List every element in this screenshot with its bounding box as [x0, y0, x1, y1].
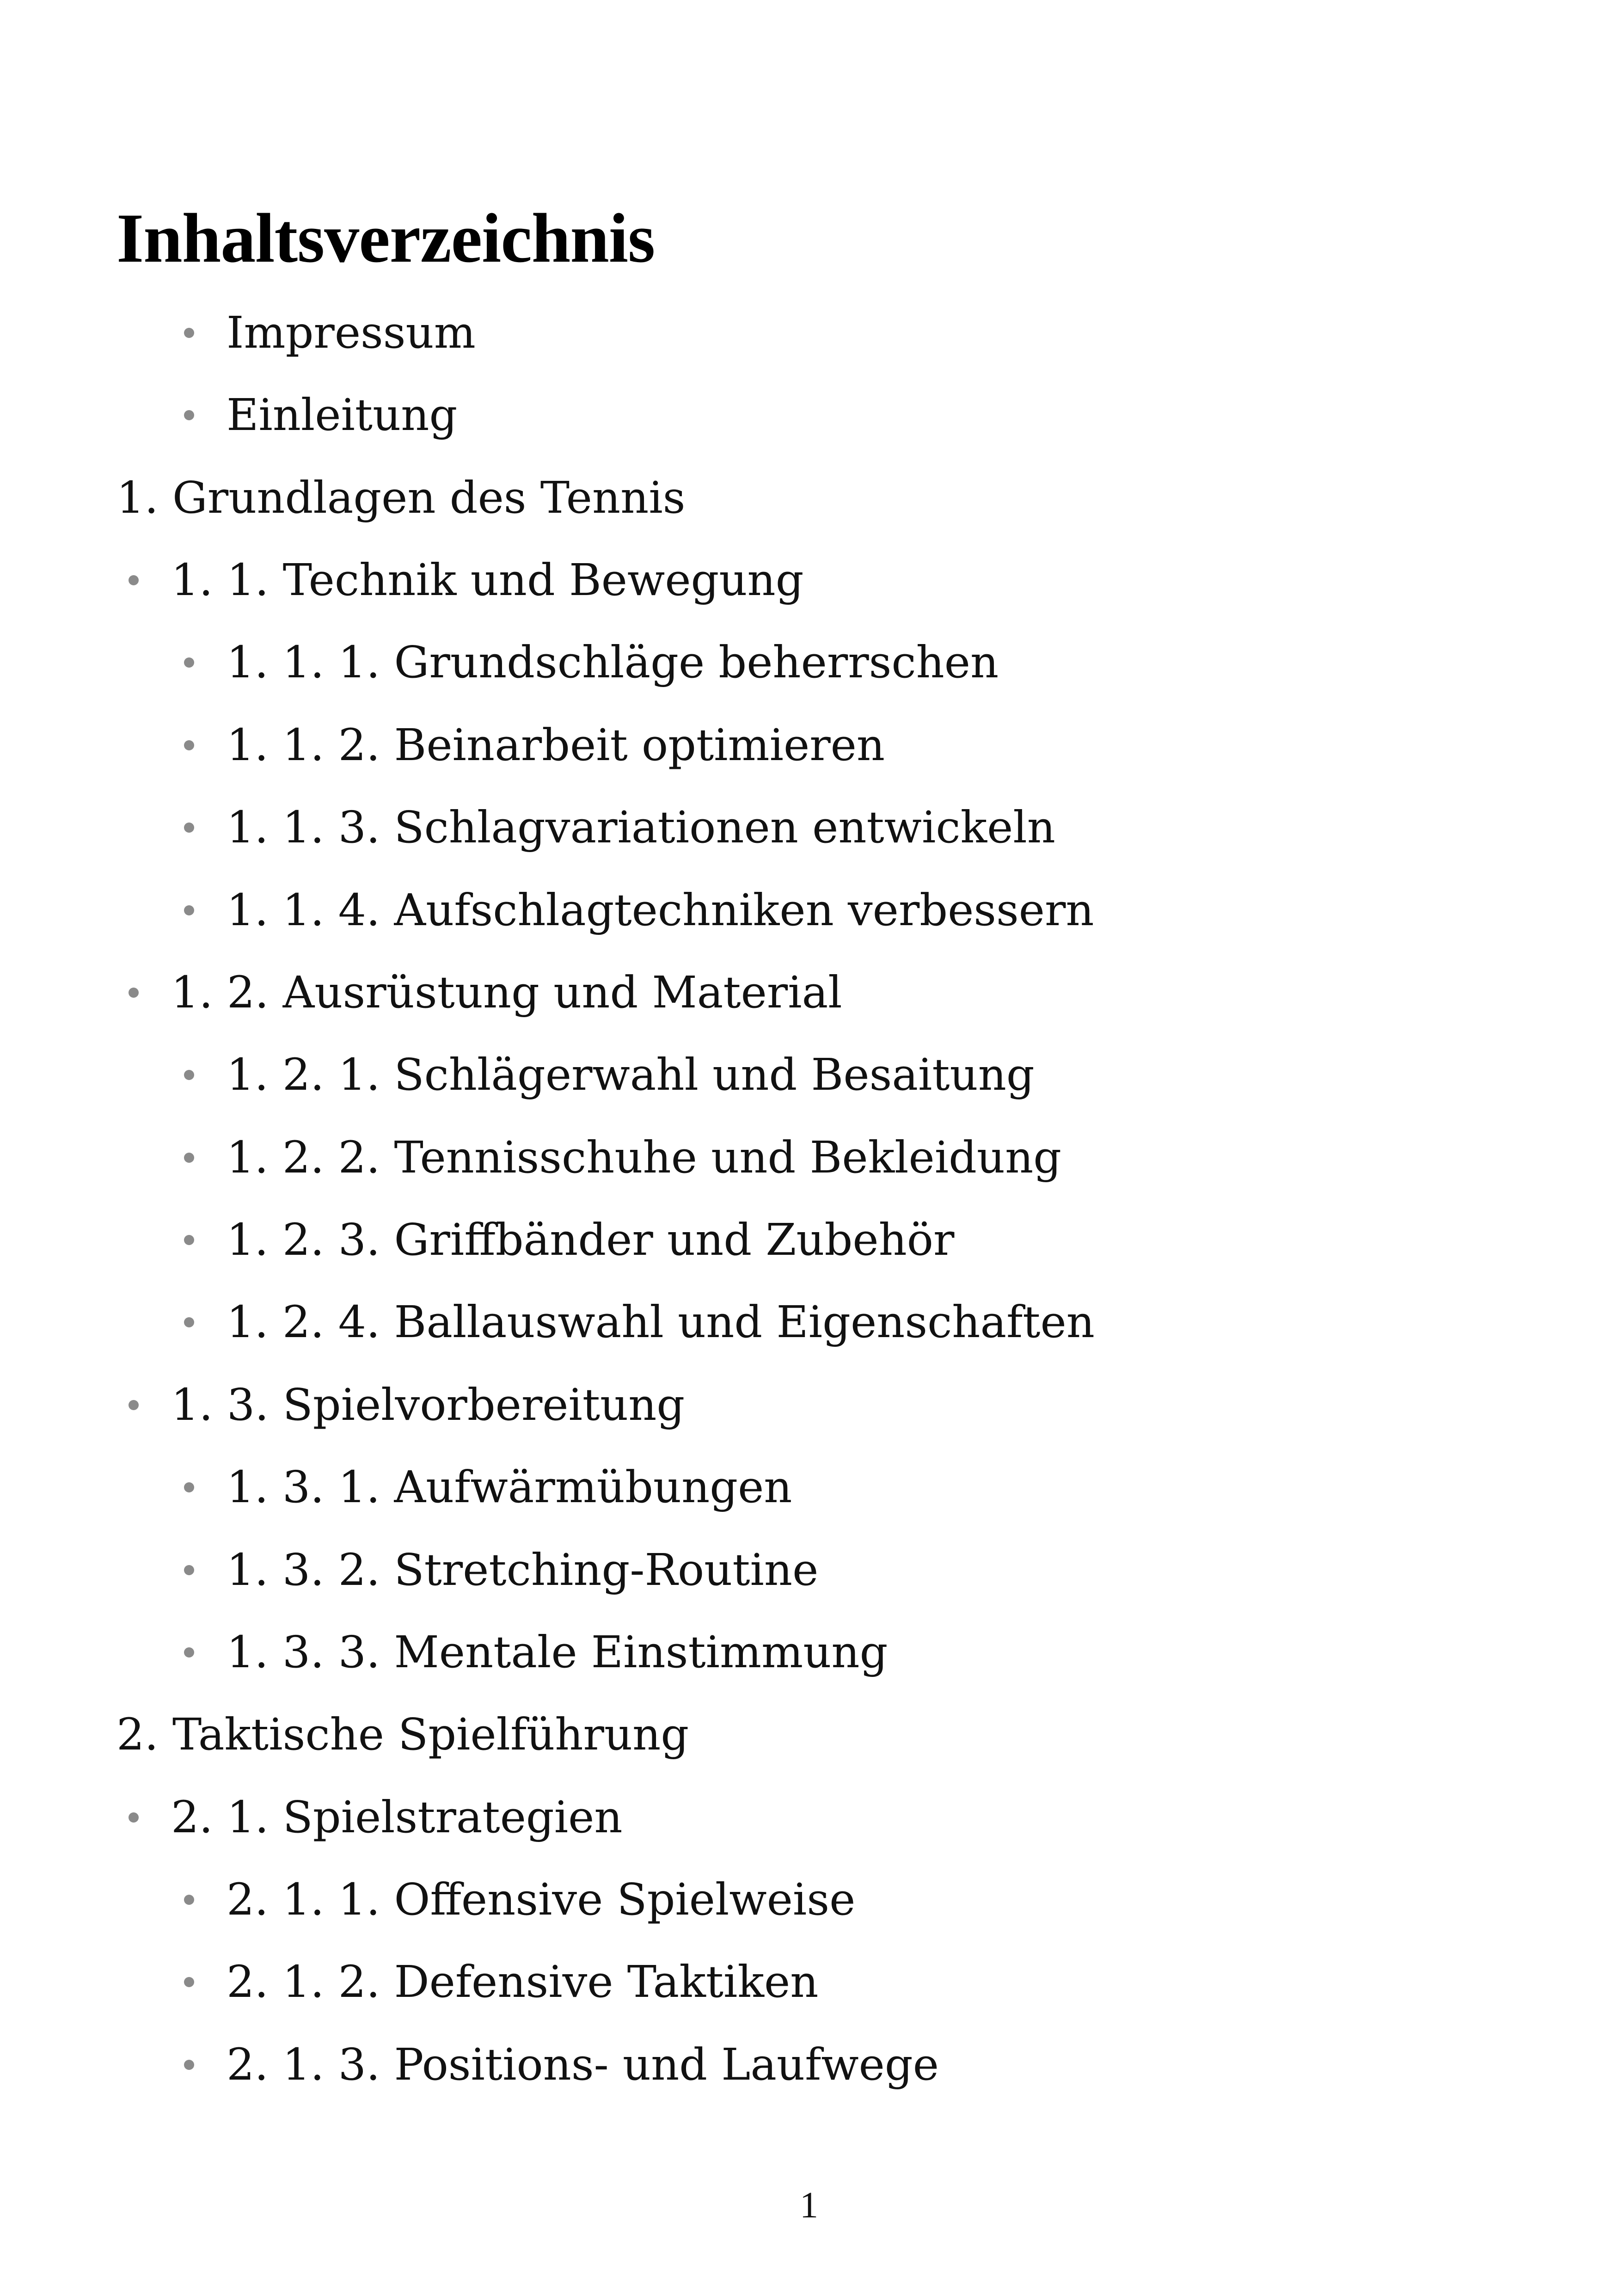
bullet-icon	[184, 1070, 194, 1080]
toc-entry[interactable]	[116, 470, 685, 526]
page-title: Inhaltsverzeichnis	[116, 199, 655, 277]
toc-entry-label: Impressum	[227, 307, 476, 358]
bullet-icon	[184, 1565, 194, 1575]
toc-entry[interactable]	[171, 553, 804, 608]
bullet-icon	[184, 1235, 194, 1245]
bullet-icon	[184, 657, 194, 668]
toc-entry-label: 1. 3. 3. Mentale Einstimmung	[227, 1627, 888, 1678]
toc-entry[interactable]	[227, 305, 476, 361]
toc-entry-label: 2. 1. Spielstrategien	[171, 1792, 623, 1843]
toc-entry[interactable]	[227, 1130, 1061, 1185]
toc-entry-label: 2. 1. 2. Defensive Taktiken	[227, 1957, 819, 2007]
toc-entry[interactable]	[227, 1954, 818, 2010]
bullet-icon	[184, 328, 194, 338]
toc-entry-label: 1. 1. 1. Grundschläge beherrschen	[227, 637, 999, 688]
toc-entry-label: 1. 3. Spielvorbereitung	[171, 1380, 685, 1430]
toc-entry-label: 1. 2. Ausrüstung und Material	[171, 967, 842, 1018]
toc-entry[interactable]	[227, 387, 457, 443]
toc-entry-label: 1. Grundlagen des Tennis	[116, 473, 686, 523]
toc-entry[interactable]	[227, 883, 1094, 938]
toc-entry-label: 1. 1. Technik und Bewegung	[171, 555, 804, 606]
bullet-icon	[184, 410, 194, 420]
bullet-icon	[184, 2060, 194, 2070]
toc-entry-label: 1. 1. 3. Schlagvariationen entwickeln	[227, 802, 1055, 853]
toc-entry[interactable]	[227, 1542, 818, 1598]
bullet-icon	[184, 1895, 194, 1905]
bullet-icon	[184, 1647, 194, 1658]
toc-entry[interactable]	[171, 965, 842, 1020]
toc-entry-label: 1. 3. 2. Stretching-Routine	[227, 1545, 819, 1596]
toc-entry-label: 1. 2. 3. Griffbänder und Zubehör	[227, 1215, 955, 1265]
toc-entry[interactable]	[227, 1625, 888, 1680]
toc-entry[interactable]	[171, 1377, 685, 1433]
bullet-icon	[184, 1153, 194, 1163]
bullet-icon	[184, 1317, 194, 1327]
bullet-icon	[184, 740, 194, 750]
toc-entry[interactable]	[227, 1047, 1035, 1103]
toc-entry-label: 1. 2. 1. Schlägerwahl und Besaitung	[227, 1050, 1035, 1100]
toc-entry-label: 1. 2. 2. Tennisschuhe und Bekleidung	[227, 1132, 1062, 1183]
toc-entry[interactable]	[116, 1707, 689, 1762]
toc-entry-label: Einleitung	[227, 390, 458, 441]
toc-entry-label: 2. Taktische Spielführung	[116, 1709, 689, 1760]
bullet-icon	[184, 1482, 194, 1492]
toc-entry-label: 1. 3. 1. Aufwärmübungen	[227, 1462, 792, 1513]
toc-entry-label: 2. 1. 1. Offensive Spielweise	[227, 1874, 856, 1925]
toc-entry-label: 1. 1. 4. Aufschlagtechniken verbessern	[227, 885, 1094, 936]
bullet-icon	[184, 1977, 194, 1987]
bullet-icon	[129, 1812, 139, 1823]
toc-entry-label: 1. 1. 2. Beinarbeit optimieren	[227, 720, 885, 771]
toc-entry[interactable]	[227, 635, 999, 690]
bullet-icon	[129, 988, 139, 998]
toc-entry[interactable]	[227, 1872, 855, 1928]
toc-entry[interactable]	[227, 800, 1055, 855]
toc-entry[interactable]	[227, 1212, 954, 1268]
toc-entry[interactable]	[171, 1790, 623, 1845]
toc-entry[interactable]	[227, 2037, 939, 2093]
toc-entry[interactable]	[227, 718, 885, 773]
toc-entry-label: 1. 2. 4. Ballauswahl und Eigenschaften	[227, 1297, 1095, 1348]
bullet-icon	[184, 905, 194, 915]
toc-entry[interactable]	[227, 1460, 792, 1515]
page-number: 1	[800, 2185, 818, 2226]
toc-entry-label: 2. 1. 3. Positions- und Laufwege	[227, 2039, 939, 2090]
bullet-icon	[184, 823, 194, 833]
bullet-icon	[129, 575, 139, 585]
toc-entry[interactable]	[227, 1295, 1095, 1350]
bullet-icon	[129, 1400, 139, 1410]
